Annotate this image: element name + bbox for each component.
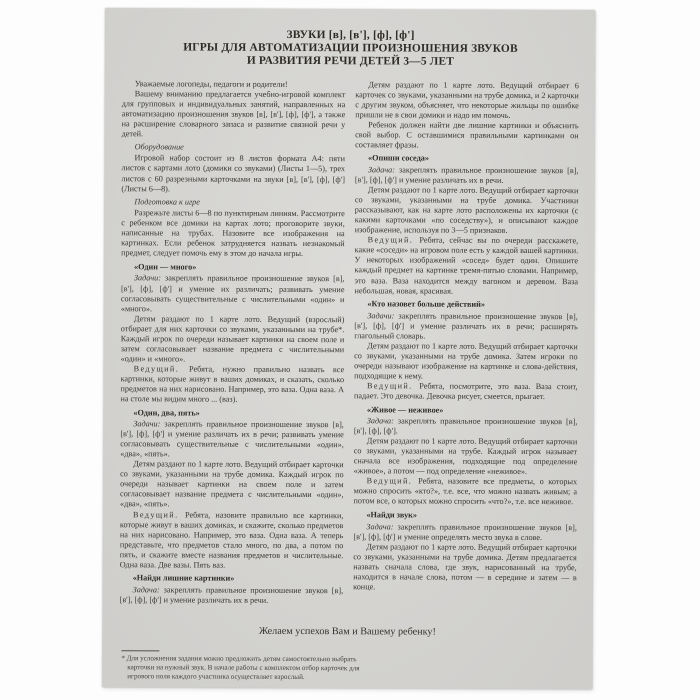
paragraph-lead: Ведущий. [367,235,420,245]
paragraph-head: «Опиши соседа» [368,153,429,163]
title-line-age: И РАЗВИТИЯ РЕЧИ ДЕТЕЙ 3—5 ЛЕТ [246,55,455,69]
paragraph-head: «Кто назовет больше действий» [367,299,485,309]
paragraph-subhead: Оборудование [134,142,184,152]
paragraph-plain: Детям раздают по 1 карте лото. Ведущий отбирает карточки со звуками, указанными на трубе домика. Каждый игрок по очереди называет картинки на своем поле и затем согласовывает название предмета с числительными «один», «два», «пять». [120,459,344,509]
paragraph-plain: Детям раздают по 1 карте лото. Ведущий отбирает карточки со звуками, указанными на трубе домика. Детям предлагается назвать сначала слова, где звук, нарисованный на трубе, находится в начале слова, потом — в середине и затем — в конце. [353,541,577,592]
paragraph-plain: Игровой набор состоит из 8 листов формата А4: пяти листов с картами лото (домики со звуками) (Листы 1—5), трех листов с 60 разрезными карточками на звуки [в], [в'], [ф], [ф'] (Листы 6—8). [121,153,346,194]
paragraph-lead: Задача: [132,585,164,595]
paragraph-task: Задача: закреплять правильное произношение звуков [в], [в'], [ф], [ф'] и умение различать их в речи. [354,165,579,185]
paragraph-ved: Ведущий. Ребята, сейчас вы по очереди расскажете, какие «соседи» на игровом поле есть у каждой вашей картинки. У некоторых изображений «сосед» будет один. Опишите каждый предмет на картинке тремя-пятью словами. Например, это ваза. Ваза находится между вагоном и деревом. Ваза небольшая, новая, красивая. [354,235,579,296]
closing-wish: Желаем успехов Вам и Вашему ребенку! [259,625,436,638]
paragraph-plain: Уважаемые логопеды, педагоги и родители! [134,78,288,89]
paragraph-ved: Ведущий. Ребята, нужно правильно назвать все картинки, которые живут в ваших домиках, и сказать, сколько предметов на них нарисовано. Например, это ваза. Одна ваза. А на столе мы видим много ... (ваз). [120,364,345,404]
title-line-main: ИГРЫ ДЛЯ АВТОМАТИЗАЦИИ ПРОИЗНОШЕНИЯ ЗВУКОВ [183,41,518,56]
paragraph-head: «Живое — неживое» [366,404,444,415]
right-column [353,80,579,623]
paragraph-plain: Детям раздают по 1 карте лото. Ведущий отбирает карточки со звуками, указанными на трубе домика. Затем игроки по очереди называют изображение на картинке и слова-действия, подходящие к нему. [354,341,578,381]
paragraph-head: «Найди звук» [366,510,418,520]
paragraph-lead: Ведущий. [133,364,190,374]
paragraph-lead: Задачи: [367,310,399,321]
paragraph-task: Задача: закреплять правильное произношение звуков [в], [в'], [ф], [ф'] и умение различать их в речи. [119,585,344,605]
title-line-sounds: ЗВУКИ [в], [в'], [ф], [ф'] [286,28,415,42]
left-column [120,79,346,622]
footnote [121,650,361,683]
paragraph-task: Задачи: закреплять правильное произношение звуков [в], [в'], [ф], [ф'] и умение различать их в речи; развивать умение согласовывать существительные с числительными «один», «два», «пять». [120,419,344,459]
paragraph-lead: Ведущий. [366,476,419,486]
paragraph-ved: Ведущий. Ребята, назовите все предметы, о которых можно спросить «кто?», т.е. все, что можно назвать живым; а потом все, о которых можно спросить «что?», т.е. все неживое. [353,476,578,507]
paragraph-lead: Ведущий. [132,509,186,520]
paragraph-task: Задачи: закреплять правильное произношение звуков [в], [в'], [ф], [ф'] и умение различать их в речи; расширять глагольный словарь. [354,310,578,341]
paragraph-plain: Ребенок должен найти две лишние картинки и объяснить свой выбор. С оставшимися правильными картинками он составляет фразы. [355,120,579,150]
text-columns [120,79,579,623]
paragraph-plain: Детям раздают по 1 карте лото. Ведущий (взрослый) отбирает для них карточки со звуками, указанными на трубе*. Каждый игрок по очереди называет картинки на своем поле и затем согласовывает название предмета с числительными «один» и «много». [120,313,345,364]
paragraph-lead: Задача: [366,521,398,532]
paragraph-task: Задача: закреплять правильное произношение звуков [в], [в'], [ф], [ф'] и умение определять место звука в слове. [353,521,577,542]
paragraph-head: «Один, два, пять» [133,407,200,418]
document-page [102,8,595,689]
paragraph-plain: Детям раздают по 1 карте лото. Ведущий отбирает карточки со звуками, указанными на трубе. Каждый игрок называет сначала все изображения, подходящие под определение «живое», а потом — под определение «неживое». [353,436,578,477]
paragraph-task: Задачи: закреплять правильное произношение звуков [в], [в'], [ф], [ф'] и умение их различать; развивать умение согласовывать существительные с числительными «один» и «много». [120,273,345,313]
paragraph-lead: Ведущий. [367,381,420,391]
paragraph-head: «Найди лишние картинки» [132,573,235,584]
page-title [122,28,579,70]
paragraph-head: «Один — много» [134,262,197,272]
paragraph-lead: Задачи: [133,419,165,429]
footnote-rule [121,650,159,651]
footnote-text [121,654,361,683]
paragraph-ved: Ведущий. Ребята, посмотрите, это ваза. Ваза стоит, падает. Это девочка. Девочка рисует, смеется, прыгает. [353,381,578,402]
paragraph-plain: Вашему вниманию предлагается учебно-игровой комплект для групповых и индивидуальных занятий, направленных на автоматизацию произношения звуков [в], [в'], [ф], [ф'], а также на расширение словарного запаса и развитие связной речи у детей. [121,88,346,139]
paragraph-plain: Детям раздают по 1 карте лото. Ведущий отбирает карточки со звуками, указанными на трубе домика. Участники рассказывают, как на карте лото расположены их карточки (с какими карточками «по соседству»), и описывают каждое изображение, используя по 3—5 признаков. [354,185,579,236]
paragraph-lead: Задача: [366,416,398,426]
paragraph-plain: Детям раздают по 1 карте лото. Ведущий отбирает 6 карточек со звуками, указанными на трубе домика, и 2 карточки с другим звуком, объясняет, что некоторые жильцы по ошибке пришли не в свои домики и надо им помочь. [355,79,579,120]
footnote-marker: * [121,654,125,663]
paragraph-plain: Разрежьте листы 6—8 по пунктирным линиям. Рассмотрите с ребенком все домики на картах лото; проговорите звуки, написанные на трубах. Назовите все изображения на картинках. Если ребенок затрудняется назвать незнакомый предмет, следует помочь ему в этом до начала игры. [121,208,345,259]
paragraph-subhead: Подготовка к игре [134,196,200,207]
footnote-body: Для усложнения задания можно предложить детям самостоятельно выбрать карточки на нужный звук. В начале работы с комплектом отбор карточек для игрового поля каждого участника осуществляет взрослый. [126,654,360,682]
paragraph-ved: Ведущий. Ребята, назовите правильно все картинки, которые живут в ваших домиках, и скажите, сколько предметов на них нарисовано. Например, это ваза. Одна ваза. А теперь представьте, что предметов стало много, по два, а потом по пять, и скажите вместе названия предметов и числительные. Одна ваза. Две вазы. Пять ваз. [119,509,344,570]
paragraph-lead: Задачи: [133,273,166,283]
paragraph-lead: Задача: [367,165,400,175]
paragraph-task: Задача: закреплять правильное произношение звуков [в], [в'], [ф], [ф']. [353,416,578,436]
